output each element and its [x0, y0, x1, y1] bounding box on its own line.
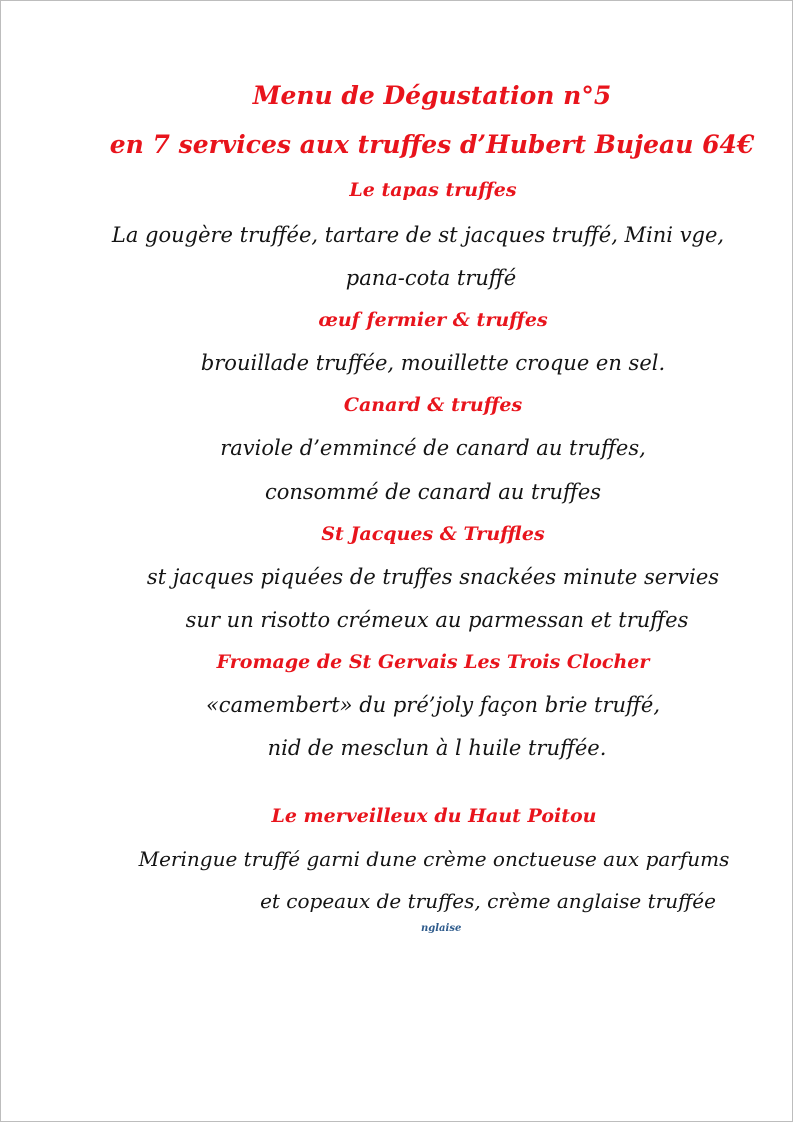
course-heading-fromage: Fromage de St Gervais Les Trois Clocher — [216, 651, 650, 673]
course-dish-line: pana-cota truffé — [345, 266, 517, 290]
course-heading-oeuf: œuf fermier & truffes — [318, 309, 548, 331]
course-heading-dessert: Le merveilleux du Haut Poitou — [271, 805, 597, 827]
course-heading-st-jacques: St Jacques & Truffles — [321, 523, 545, 545]
course-dish-line: Meringue truffé garni dune crème onctueuse aux parfums — [138, 847, 730, 871]
course-dish-line: sur un risotto crémeux au parmessan et truffes — [185, 608, 689, 632]
course-dish-line: La gougère truffée, tartare de st jacques truffé, Mini vge, — [111, 223, 725, 247]
stray-text: nglaise — [421, 923, 462, 934]
course-dish-line: brouillade truffée, mouillette croque en sel. — [200, 351, 666, 375]
menu-subtitle: en 7 services aux truffes d’Hubert Bujeau 64€ — [109, 130, 755, 159]
menu-title: Menu de Dégustation n°5 — [252, 81, 612, 110]
course-heading-tapas: Le tapas truffes — [349, 179, 517, 201]
course-heading-canard: Canard & truffes — [343, 394, 523, 416]
course-dish-line: raviole d’emmincé de canard au truffes, — [220, 436, 646, 460]
course-dish-line: st jacques piquées de truffes snackées minute servies — [146, 565, 720, 589]
course-dish-line: et copeaux de truffes, crème anglaise truffée — [260, 889, 716, 913]
course-dish-line: «camembert» du pré’joly façon brie truffé, — [205, 693, 661, 717]
course-dish-line: consommé de canard au truffes — [264, 480, 602, 504]
course-dish-line: nid de mesclun à l huile truffée. — [267, 736, 607, 760]
